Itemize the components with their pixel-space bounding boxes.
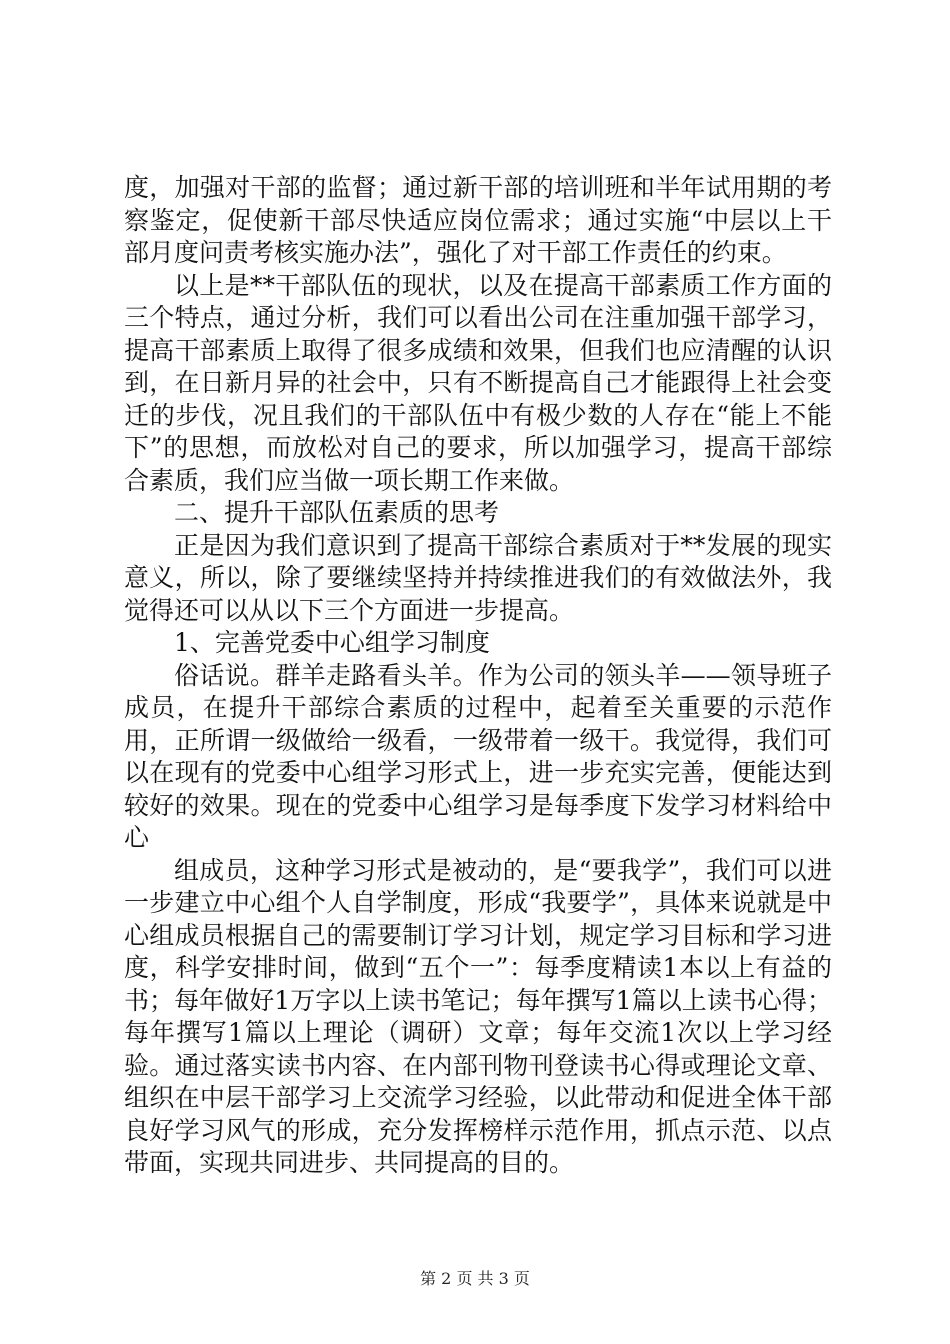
paragraph-leadership-example: 俗话说。群羊走路看头羊。作为公司的领头羊——领导班子成员，在提升干部综合素质的过程中，起着至关重要的示范作用，正所谓一级做给一级看，一级带着一级干。我觉得，我们可以在现有的党委中心组学习形式上，进一步充实完善，便能达到较好的效果。现在的党委中心组学习是每季度下发学习材料给中心 [124,660,832,852]
page-number-footer: 第 2 页 共 3 页 [420,1269,530,1288]
document-body [124,172,832,1180]
paragraph-self-study: 组成员，这种学习形式是被动的，是“要我学”，我们可以进一步建立中心组个人自学制度，形成“我要学”，具体来说就是中心组成员根据自己的需要制订学习计划，规定学习目标和学习进度，科学安排时间，做到“五个一”：每季度精读1本以上有益的书；每年做好1万字以上读书笔记；每年撰写1篇以上读书心得；每年撰写1篇以上理论（调研）文章；每年交流1次以上学习经验。通过落实读书内容、在内部刊物刊登读书心得或理论文章、组织在中层干部学习上交流学习经验，以此带动和促进全体干部良好学习风气的形成，充分发挥榜样示范作用，抓点示范、以点带面，实现共同进步、共同提高的目的。 [124,855,832,1177]
paragraph-significance: 正是因为我们意识到了提高干部综合素质对于**发展的现实意义，所以，除了要继续坚持并持续推进我们的有效做法外，我觉得还可以从以下三个方面进一步提高。 [124,530,832,625]
paragraph-continuation: 度，加强对干部的监督；通过新干部的培训班和半年试用期的考察鉴定，促使新干部尽快适应岗位需求；通过实施“中层以上干部月度问责考核实施办法”，强化了对干部工作责任的约束。 [124,173,832,267]
section-heading-reflections: 二、提升干部队伍素质的思考 [174,498,500,527]
subheading-study-system: 1、完善党委中心组学习制度 [174,628,490,657]
paragraph-status-summary: 以上是**干部队伍的现状，以及在提高干部素质工作方面的三个特点，通过分析，我们可以看出公司在注重加强干部学习，提高干部素质上取得了很多成绩和效果，但我们也应清醒的认识到，在日新月异的社会中，只有不断提高自己才能跟得上社会变迁的步伐，况且我们的干部队伍中有极少数的人存在“能上不能下”的思想，而放松对自己的要求，所以加强学习，提高干部综合素质，我们应当做一项长期工作来做。 [124,270,832,495]
